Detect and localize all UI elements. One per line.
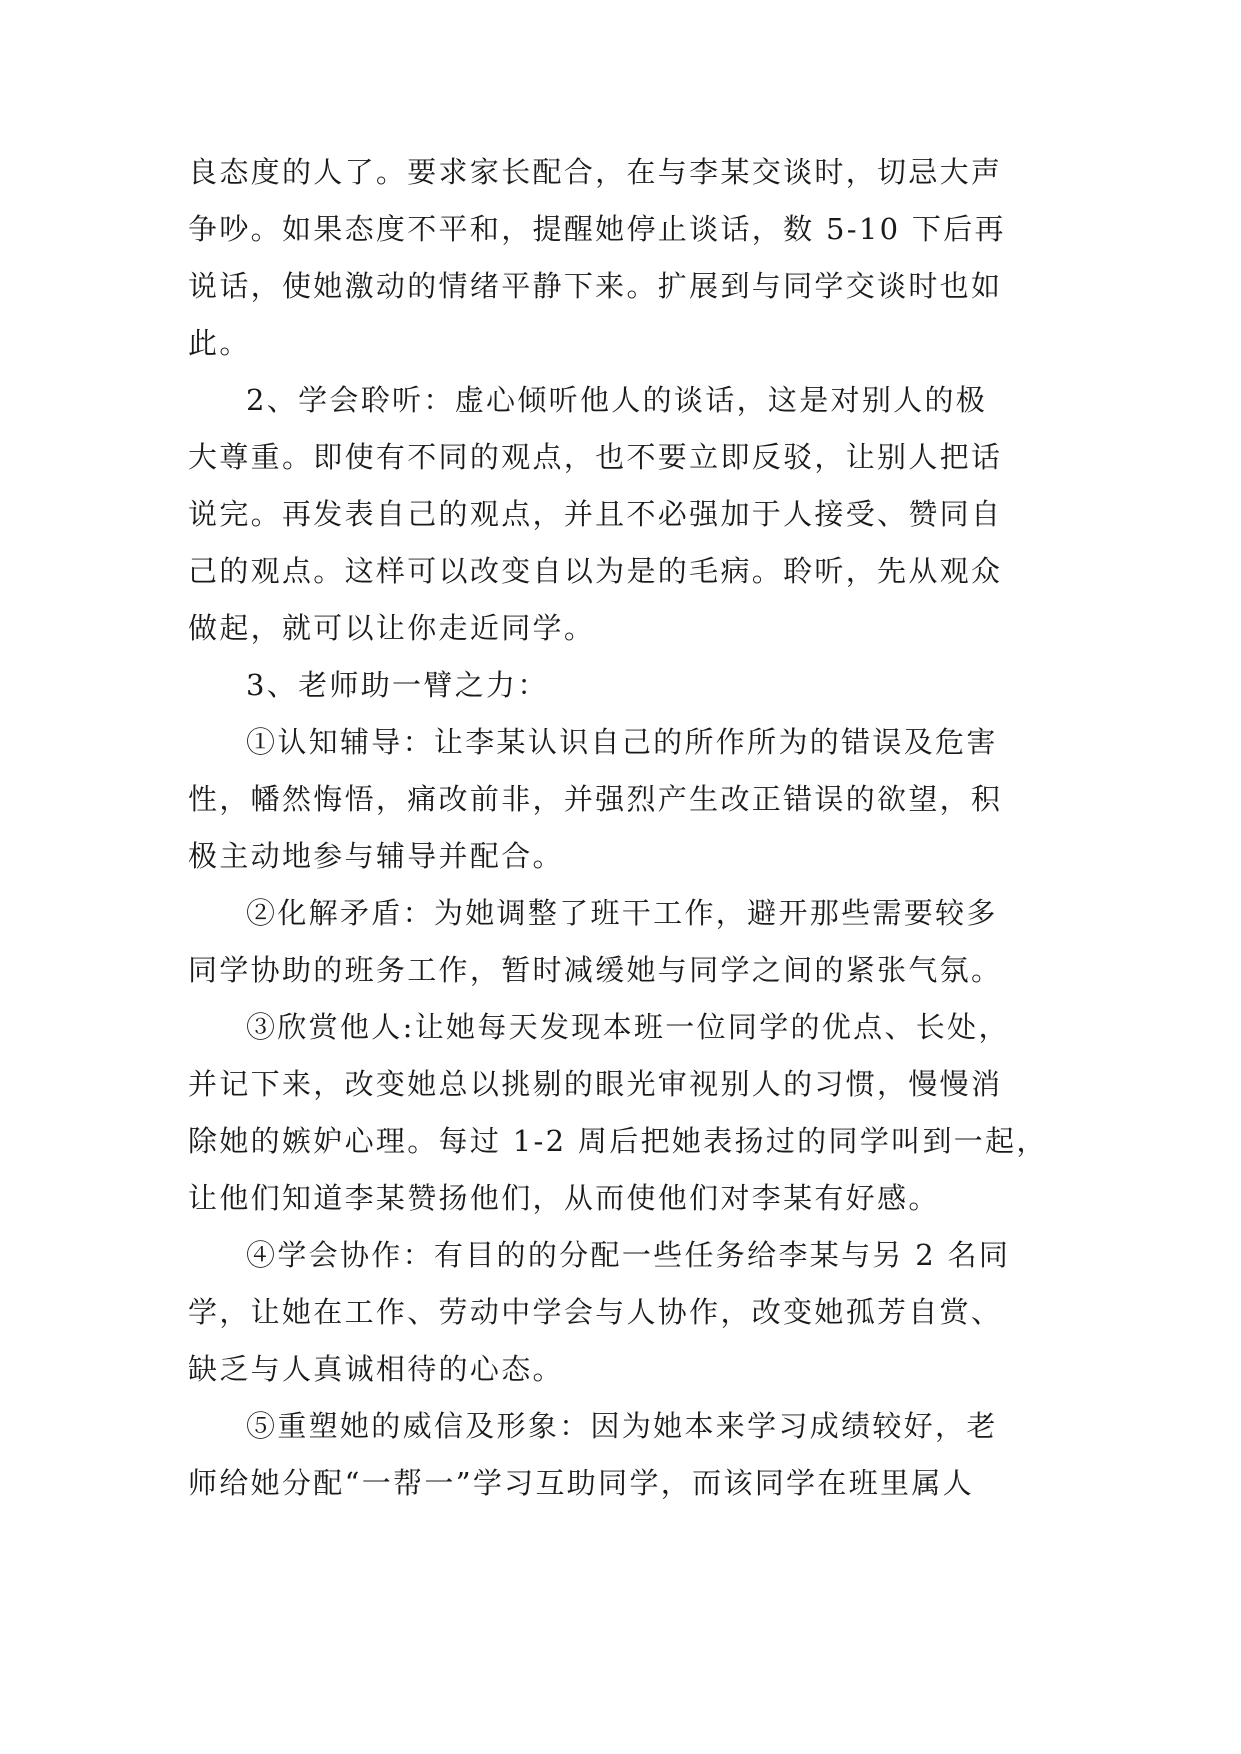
paragraph-start-line: 2、学会聆听：虚心倾听他人的谈话，这是对别人的极 [246, 383, 988, 417]
text-line: 缺乏与人真诚相待的心态。 [188, 1352, 564, 1386]
paragraph-start-line: ①认知辅导：让李某认识自己的所作所为的错误及危害 [246, 725, 998, 759]
text-line: 说完。再发表自己的观点，并且不必强加于人接受、赞同自 [188, 497, 1003, 531]
text-line: 大尊重。即使有不同的观点，也不要立即反驳，让别人把话 [188, 440, 1003, 474]
text-line: 师给她分配“一帮一”学习互助同学，而该同学在班里属人 [188, 1466, 974, 1500]
text-line: 争吵。如果态度不平和，提醒她停止谈话，数 5-10 下后再 [188, 212, 1006, 246]
paragraph-start-line: ⑤重塑她的威信及形象：因为她本来学习成绩较好，老 [246, 1409, 998, 1443]
text-line: 此。 [188, 326, 251, 360]
text-line: 良态度的人了。要求家长配合，在与李某交谈时，切忌大声 [188, 155, 1003, 189]
text-line: 说话，使她激动的情绪平静下来。扩展到与同学交谈时也如 [188, 269, 1003, 303]
text-line: 并记下来，改变她总以挑剔的眼光审视别人的习惯，慢慢消 [188, 1067, 1003, 1101]
paragraph-start-line: ④学会协作：有目的的分配一些任务给李某与另 2 名同 [246, 1238, 1011, 1272]
paragraph-start-line: ③欣赏他人:让她每天发现本班一位同学的优点、长处， [246, 1010, 1010, 1044]
text-line: 除她的嫉妒心理。每过 1-2 周后把她表扬过的同学叫到一起， [188, 1124, 1048, 1158]
paragraph-start-line: ②化解矛盾：为她调整了班干工作，避开那些需要较多 [246, 896, 998, 930]
text-line: 己的观点。这样可以改变自以为是的毛病。聆听，先从观众 [188, 554, 1003, 588]
text-line: 极主动地参与辅导并配合。 [188, 839, 564, 873]
text-line: 性，幡然悔悟，痛改前非，并强烈产生改正错误的欲望，积 [188, 782, 1003, 816]
text-line: 同学协助的班务工作，暂时减缓她与同学之间的紧张气氛。 [188, 953, 1003, 987]
section-heading: 3、老师助一臂之力： [246, 668, 549, 702]
text-line: 让他们知道李某赞扬他们，从而使他们对李某有好感。 [188, 1181, 940, 1215]
text-line: 做起，就可以让你走近同学。 [188, 611, 596, 645]
text-line: 学，让她在工作、劳动中学会与人协作，改变她孤芳自赏、 [188, 1295, 1003, 1329]
